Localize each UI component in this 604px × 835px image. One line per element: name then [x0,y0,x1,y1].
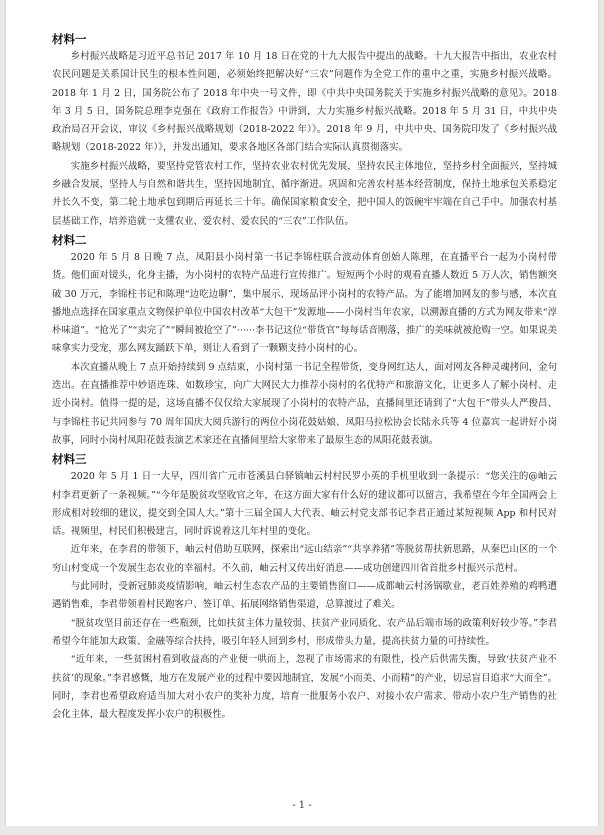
paragraph: 与此同时，受新冠肺炎疫情影响，岫云村生态农产品的主要销售窗口——成都岫云村汤锅歇业，老百姓养殖的鸡鸭遭遇销售难，李君带领着村民跑客户、签订单、拓展网络销售渠道，总算渡过了难关。 [52,581,557,611]
section-material-1 [52,30,557,231]
section-material-2 [52,231,557,450]
document-body [52,30,557,724]
paragraph: “近年来，一些贫困村看到收益高的产业便一哄而上，忽视了市场需求的有限性，投产后供需失衡，导致‘扶贫产业不扶贫’的现象。”李君感慨，地方在发展产业的过程中要因地制宜，发展“小而美、小而精”的产业，切忌盲目追求“大而全”。同时，李君也希望政府适当加大对小农户的奖补力度，培育一批服务小农户、对接小农户需求、带动小农户生产销售的社会化主体，最大程度发挥小农户的积极性。 [52,654,557,721]
paragraph: 乡村振兴战略是习近平总书记 2017 年 10 月 18 日在党的十九大报告中提出的战略。十九大报告中指出，农业农村农民问题是关系国计民生的根本性问题，必须始终把解决好“三农”问题作为全党工作的重中之重，实施乡村振兴战略。2018 年 1 月 2 日，国务院公布了 2018 年中央一号文件，即《中共中央国务院关于实施乡村振兴战略的意见》。2018 年 3 月 5 日，国务院总理李克强在《政府工作报告》中讲到，大力实施乡村振兴战略。2018 年 5 月 31 日，中共中央政治局召开会议，审议《乡村振兴战略规划（2018-2022 年）》。2018 年 9 月，中共中央、国务院印发了《乡村振兴战略规划（2018-2022 年）》，并发出通知，要求各地区各部门结合实际认真贯彻落实。 [52,51,557,154]
document-page [6,0,598,826]
paragraph: 实施乡村振兴战略，要坚持党管农村工作，坚持农业农村优先发展，坚持农民主体地位，坚持乡村全面振兴，坚持城乡融合发展，坚持人与自然和谐共生，坚持因地制宜、循序渐进。巩固和完善农村基本经营制度，保持土地承包关系稳定并长久不变，第二轮土地承包到期后再延长三十年。确保国家粮食安全，把中国人的饭碗牢牢端在自己手中。加强农村基层基础工作，培养造就一支懂农业、爱农村、爱农民的“三农”工作队伍。 [52,160,557,227]
paragraph: “脱贫攻坚目前还存在一些瓶颈，比如扶贫主体力量较弱、扶贫产业同质化、农产品后端市场的政策利好较少等。”李君希望今年能加大政策、金融等综合扶持，吸引年轻人回到乡村，形成带头力量，提高扶贫力量的可持续性。 [52,617,557,647]
section-heading: 材料一 [52,32,87,46]
paragraph: 近年来，在李君的带领下，岫云村借助互联网，探索出“远山结亲”“共享养猪”等脱贫帮扶新思路，从秦巴山区的一个穷山村变成一个发展生态农业的幸福村。不久前，岫云村又传出好消息——成功创建四川省首批乡村振兴示范村。 [52,544,557,574]
section-material-3 [52,450,557,724]
page-number: - 1 - [292,800,312,811]
section-heading: 材料二 [52,232,87,247]
paragraph: 2020 年 5 月 8 日晚 7 点，凤阳县小岗村第一书记李锦柱联合波动体育创始人陈理，在直播平台一起为小岗村带货。他们面对镜头，化身主播，为小岗村的农特产品进行宣传推广。短短两个小时的观看直播人数近 5 万人次，销售额突破 30 万元，李锦柱书记和陈理“边吃边聊”，集中展示、现场品评小岗村的农特产品。为了能增加网友的参与感，本次直播地点选择在国家重点文物保护单位中国农村改革“大包干”发源地——小岗村当年农家，以溯源直播的方式为网友带来“淳朴味道”。“抢光了”“卖完了”“瞬间被抢空了”······李书记这位“带货官”每每话音刚落，推广的美味就被抢购一空。如果说美味拿实力受宠，那么网友踊跃下单，则让人看到了一颗颗支持小岗村的心。 [52,251,557,355]
section-heading: 材料三 [52,452,87,467]
paragraph: 本次直播从晚上 7 点开始持续到 9 点结束，小岗村第一书记全程带货，变身网红达人，面对网友各种灵魂拷问，金句迭出。在直播推荐中妙语连珠、如数珍宝，向广大网民大力推荐小岗村的名优特产和旅游文化，让更多人了解小岗村、走近小岗村。值得一提的是，这场直播不仅仅给大家展现了小岗村的农特产品，直播间里还请到了“大包干”带头人严俊昌、与李锦柱书记共同参与 70 周年国庆大阅兵游行的两位小岗花鼓姑娘、凤阳马拉松协会长陆永兵等 4 位嘉宾一起讲好小岗故事，同时小岗村凤阳花鼓表演艺术家还在直播间里给大家带来了最原生态的凤阳花鼓表演。 [52,361,557,446]
next-page-edge [0,826,604,835]
paragraph: 2020 年 5 月 1 日一大早，四川省广元市苍溪县白驿镇岫云村村民罗小英的手机里收到一条提示：“您关注的@岫云村李君更新了一条视频。”“今年是脱贫攻坚收官之年，在这方面大家有什么好的建议都可以留言，我希望在今年全国两会上形成相对较细的建议，提交到全国人大。”第十三届全国人大代表、岫云村党支部书记李君正通过某短视频 App 和村民对话。视频里，村民们积极建言，同时诉说着这几年村里的变化。 [52,471,557,538]
